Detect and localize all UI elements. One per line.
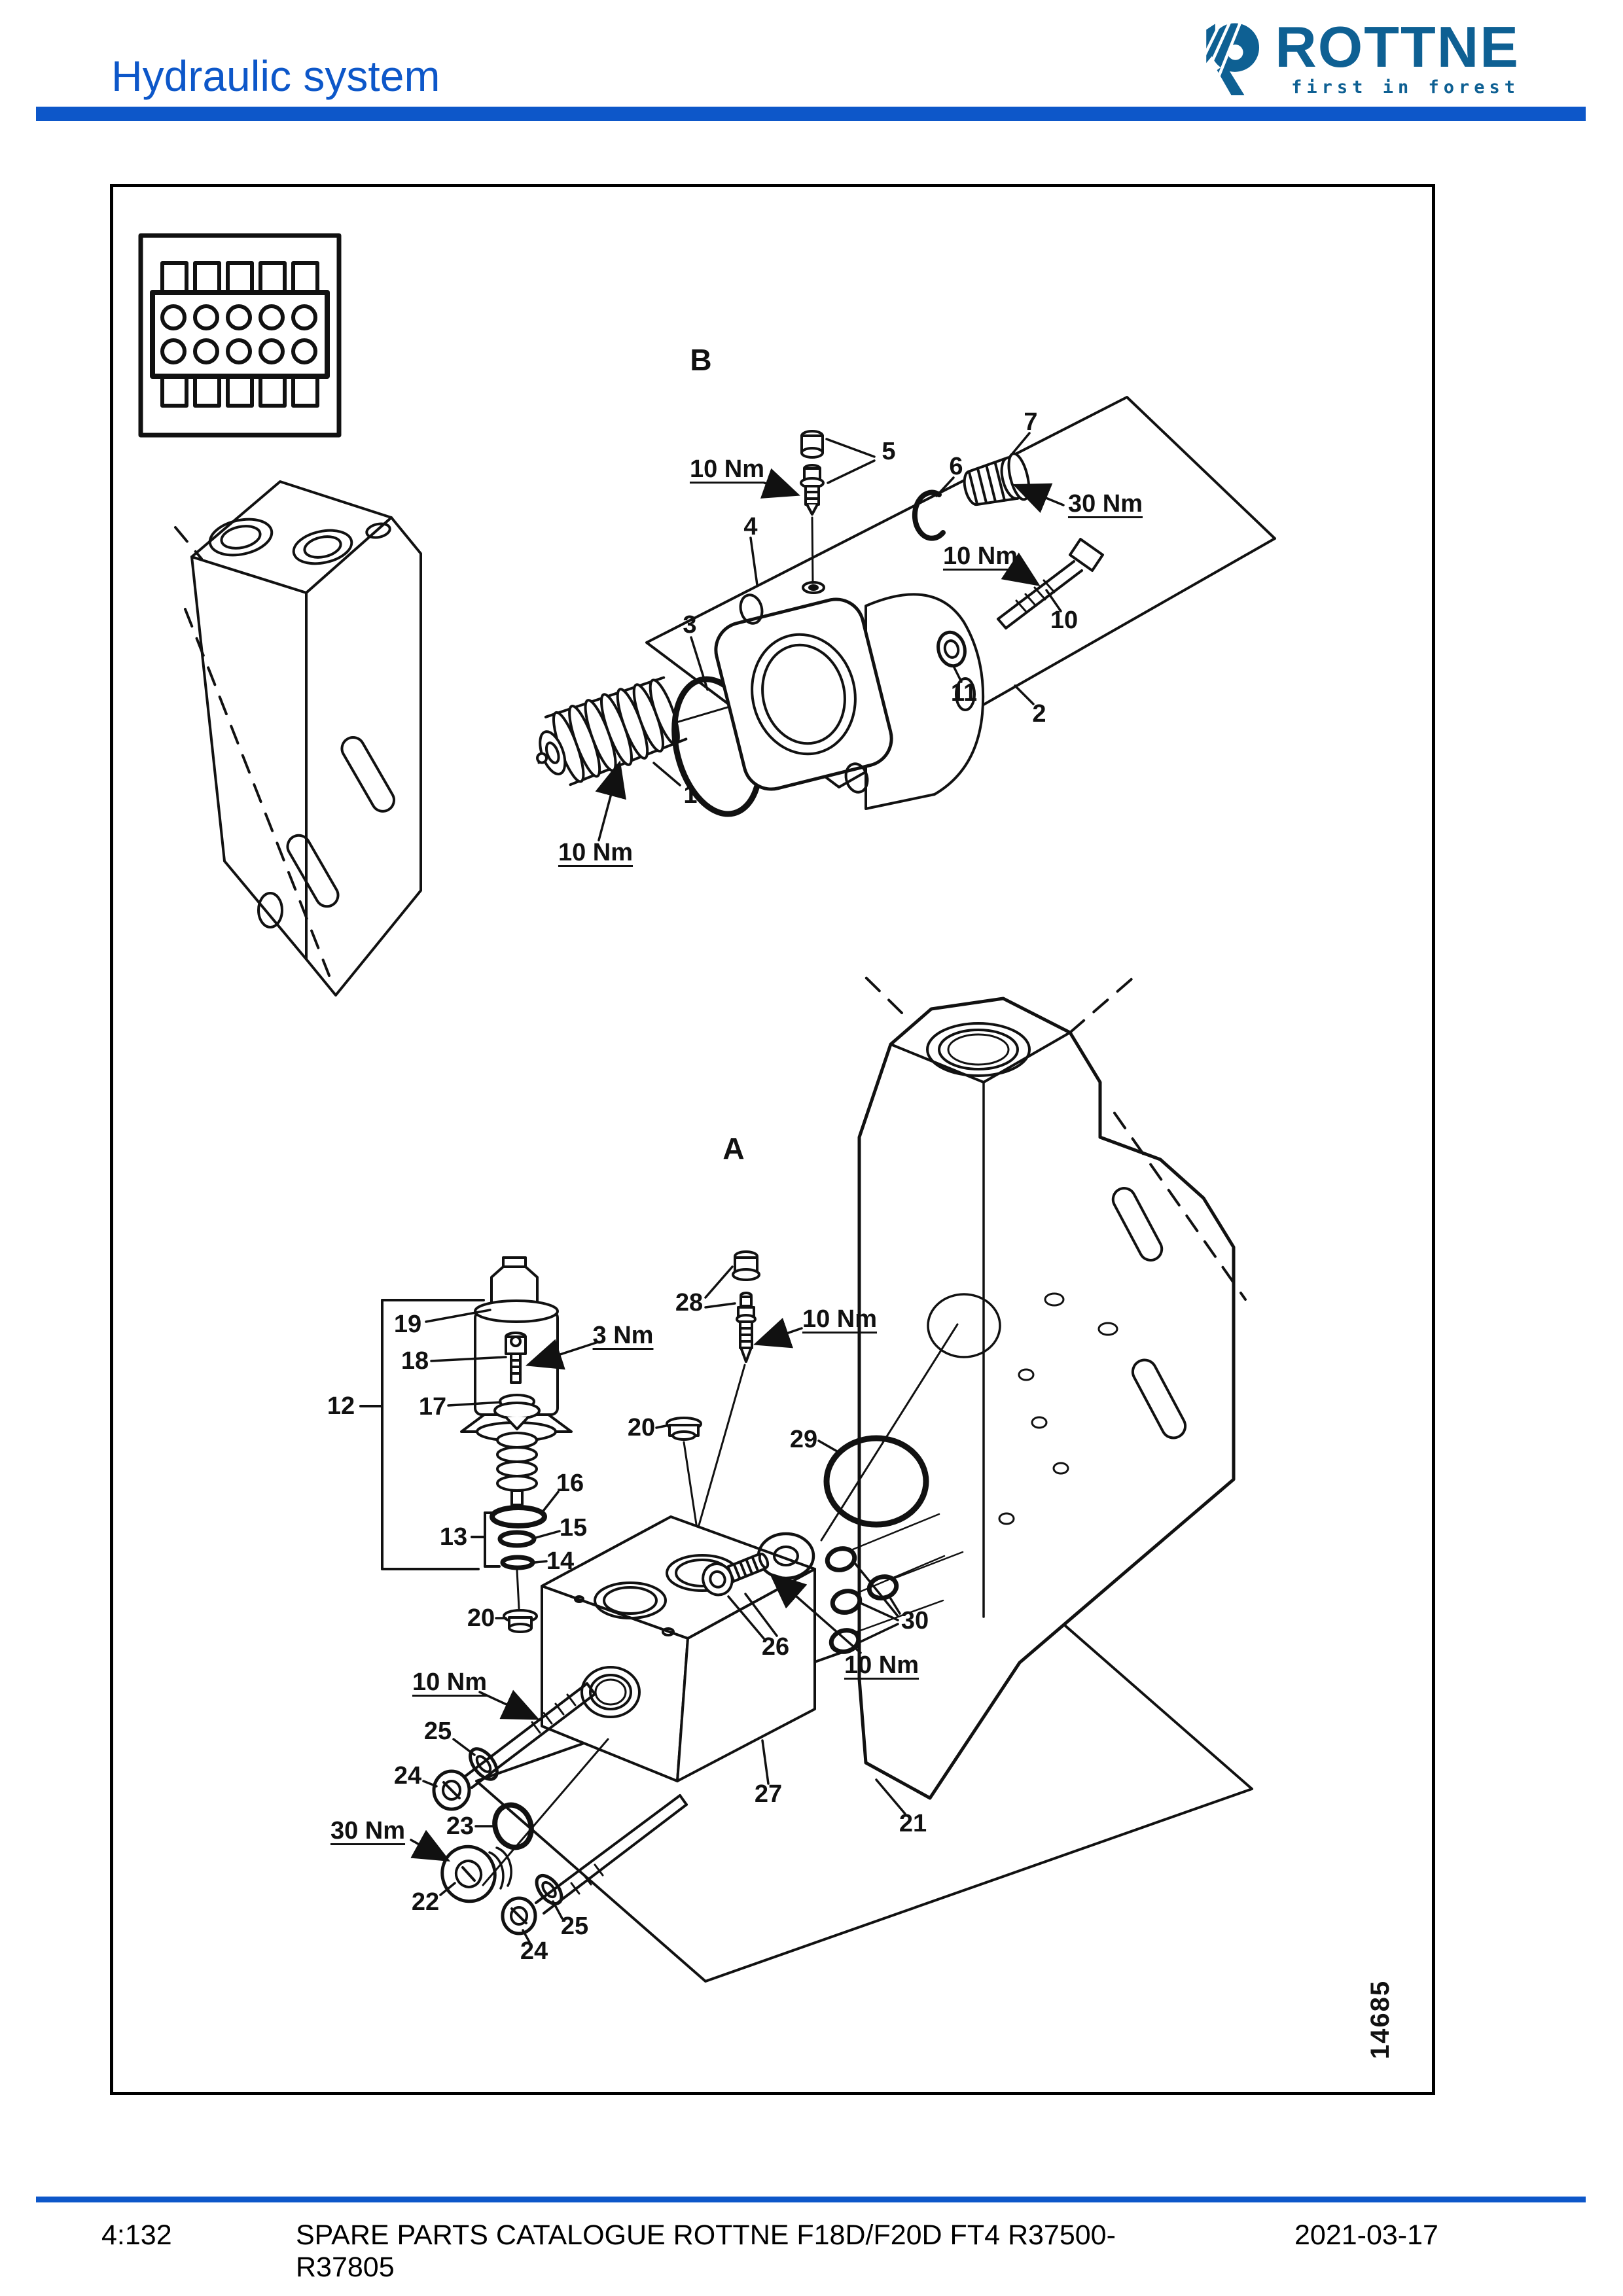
torque-label: 10 Nm xyxy=(412,1669,488,1696)
part-number-label: 30 xyxy=(901,1607,929,1634)
part-number-label: 2 xyxy=(1032,700,1046,728)
part-number-label: 14 xyxy=(546,1547,575,1575)
logo-brand: ROTTNE xyxy=(1275,14,1520,79)
part-number-label: 6 xyxy=(949,453,963,480)
torque-label: 10 Nm xyxy=(942,542,1018,570)
header-divider xyxy=(36,107,1586,121)
part-number-label: 12 xyxy=(327,1392,355,1420)
footer-catalogue-title: SPARE PARTS CATALOGUE ROTTNE F18D/F20D FT4 R37500-R37805 xyxy=(296,2219,1116,2283)
torque-label: 10 Nm xyxy=(558,839,633,866)
part-number-label: 29 xyxy=(789,1426,818,1453)
part-number-label: 3 xyxy=(683,611,697,639)
page-title: Hydraulic system xyxy=(111,52,440,100)
torque-label: 30 Nm xyxy=(330,1817,406,1845)
part-number-label: 13 xyxy=(439,1523,468,1551)
torque-label: 10 Nm xyxy=(689,455,765,483)
rottne-logo-icon xyxy=(1188,18,1266,98)
exploded-diagram xyxy=(110,184,1435,2095)
part-number-label: 15 xyxy=(559,1514,588,1542)
part-number-label: 24 xyxy=(520,1937,548,1965)
part-number-label: 11 xyxy=(950,679,978,707)
part-number-label: 7 xyxy=(1024,408,1038,436)
figure-number: 14685 xyxy=(1365,1979,1395,2060)
footer-divider xyxy=(36,2197,1586,2202)
torque-label: 30 Nm xyxy=(1067,490,1143,518)
part-number-label: 22 xyxy=(411,1888,440,1916)
part-number-label: 16 xyxy=(556,1470,584,1497)
part-number-label: 5 xyxy=(882,438,896,465)
part-number-label: 21 xyxy=(899,1810,927,1837)
part-number-label: 24 xyxy=(393,1762,422,1790)
footer-page-ref: 4:132 xyxy=(101,2219,172,2251)
part-number-label: 27 xyxy=(754,1780,783,1808)
part-number-label: 10 xyxy=(1050,607,1079,634)
part-number-label: 1 xyxy=(683,781,698,809)
part-number-label: 26 xyxy=(761,1633,790,1661)
part-number-label: 28 xyxy=(675,1289,704,1316)
part-number-label: 19 xyxy=(393,1311,422,1338)
part-number-label: 23 xyxy=(446,1812,474,1840)
torque-label: 10 Nm xyxy=(802,1305,878,1333)
part-number-label: 25 xyxy=(560,1913,589,1940)
logo-tagline: first in forest xyxy=(1291,77,1520,97)
rottne-logo xyxy=(1188,14,1520,98)
part-number-label: 20 xyxy=(467,1604,495,1632)
part-number-label: 25 xyxy=(423,1718,452,1745)
part-number-label: 18 xyxy=(401,1347,429,1375)
diagram-labels xyxy=(113,187,1432,2092)
part-number-label: 20 xyxy=(627,1414,656,1441)
section-label: A xyxy=(722,1131,745,1165)
torque-label: 10 Nm xyxy=(844,1651,919,1679)
footer-date: 2021-03-17 xyxy=(1294,2219,1438,2251)
torque-label: 3 Nm xyxy=(592,1322,654,1349)
part-number-label: 17 xyxy=(418,1393,447,1421)
part-number-label: 4 xyxy=(743,513,758,540)
section-label: B xyxy=(690,343,712,377)
